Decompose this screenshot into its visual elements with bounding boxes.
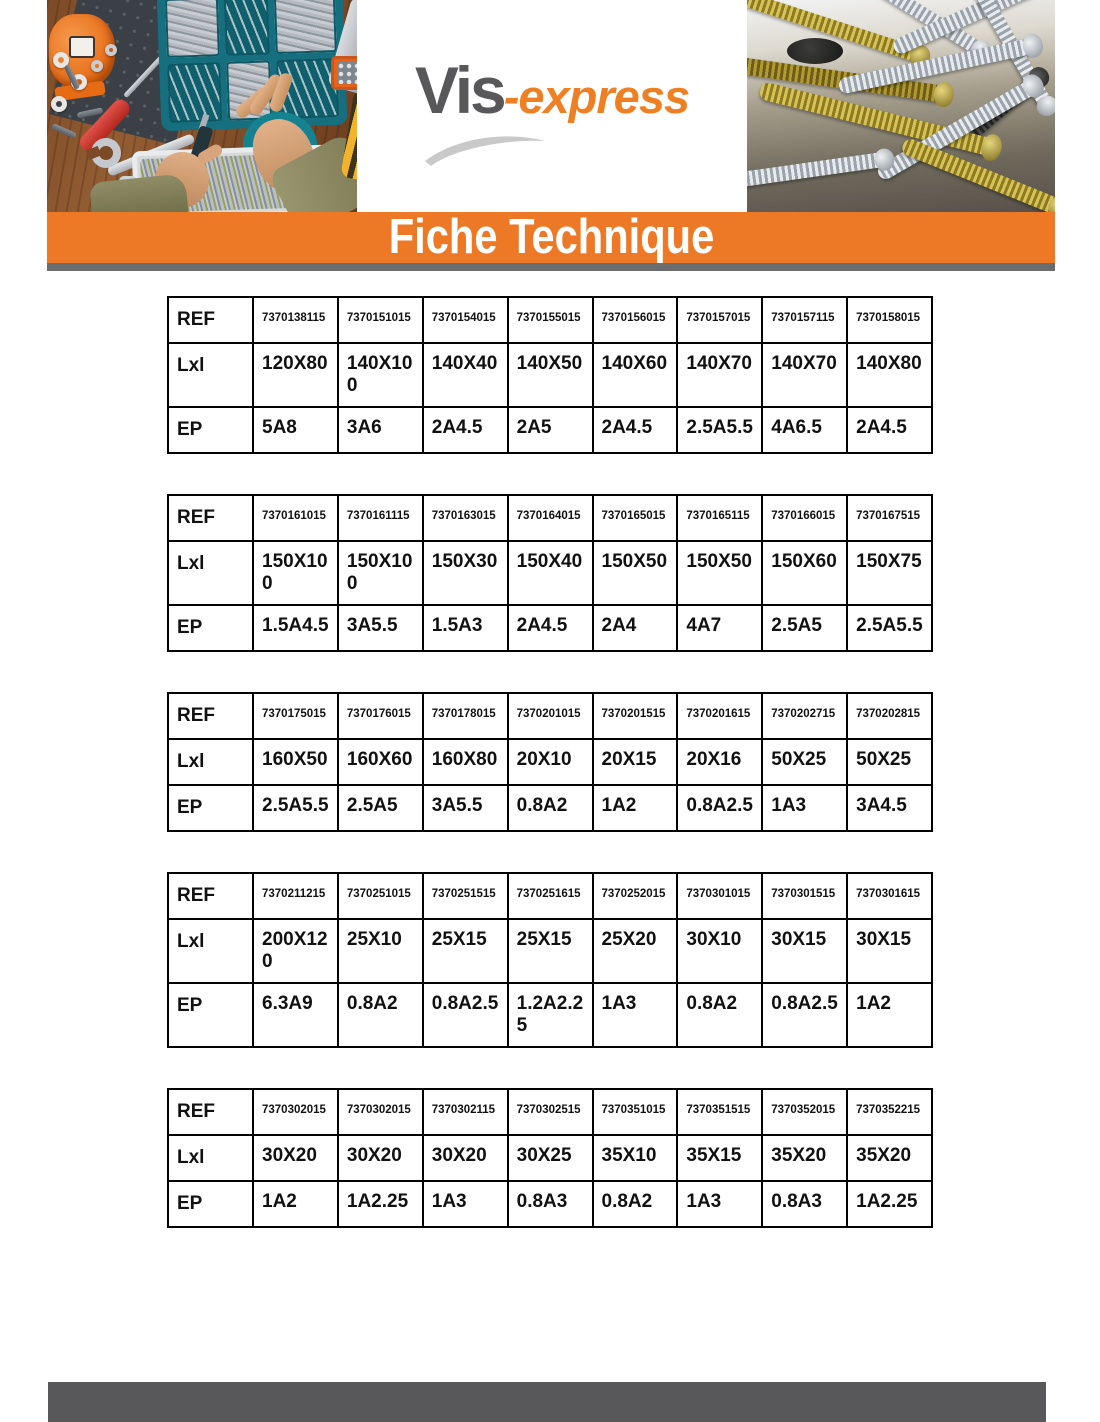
ep-cell: 2.5A5: [338, 785, 423, 831]
ref-cell: 7370157015: [677, 297, 762, 343]
screw-shape: [747, 152, 887, 188]
logo-swoosh: [419, 130, 747, 173]
ep-cell: 3A6: [338, 407, 423, 453]
ref-cell: 7370201515: [593, 693, 678, 739]
row-label-ref: REF: [168, 1089, 253, 1135]
row-label-ep: EP: [168, 605, 253, 651]
ref-cell: 7370302115: [423, 1089, 508, 1135]
ref-row: [168, 693, 932, 739]
lxl-cell: 150X50: [593, 541, 678, 605]
ref-cell: 7370165015: [593, 495, 678, 541]
left-sleeve-shape: [89, 173, 189, 212]
tape-measure-label: [69, 36, 95, 58]
lxl-cell: 150X100: [253, 541, 338, 605]
ep-cell: 1.5A4.5: [253, 605, 338, 651]
organizer-compartment: [224, 0, 270, 56]
ep-cell: 0.8A2: [593, 1181, 678, 1227]
ref-cell: 7370178015: [423, 693, 508, 739]
row-label-lxl: Lxl: [168, 343, 253, 407]
ref-cell: 7370158015: [847, 297, 932, 343]
lxl-cell: 140X70: [677, 343, 762, 407]
ref-cell: 7370202815: [847, 693, 932, 739]
screws-photo: [747, 0, 1055, 212]
ep-row: [168, 785, 932, 831]
lxl-cell: 30X25: [508, 1135, 593, 1181]
ref-cell: 7370161015: [253, 495, 338, 541]
ep-cell: 3A5.5: [338, 605, 423, 651]
lxl-cell: 30X20: [423, 1135, 508, 1181]
lxl-cell: 200X120: [253, 919, 338, 983]
organizer-compartment: [167, 62, 222, 123]
ref-cell: 7370302515: [508, 1089, 593, 1135]
ep-row: [168, 983, 932, 1047]
lxl-cell: 140X100: [338, 343, 423, 407]
ep-cell: 2A4.5: [423, 407, 508, 453]
lxl-cell: 140X70: [762, 343, 847, 407]
ep-cell: 3A4.5: [847, 785, 932, 831]
ep-cell: 1A3: [762, 785, 847, 831]
ref-cell: 7370154015: [423, 297, 508, 343]
ref-cell: 7370302015: [338, 1089, 423, 1135]
washer-shape: [51, 96, 67, 112]
lxl-cell: 150X50: [677, 541, 762, 605]
lxl-cell: 150X30: [423, 541, 508, 605]
lxl-cell: 20X15: [593, 739, 678, 785]
ep-cell: 4A7: [677, 605, 762, 651]
row-label-ep: EP: [168, 1181, 253, 1227]
row-label-ep: EP: [168, 407, 253, 453]
bolt-shape: [51, 123, 77, 139]
ref-cell: 7370352215: [847, 1089, 932, 1135]
ep-row: [168, 1181, 932, 1227]
banner-underline: [47, 263, 1055, 271]
lxl-cell: 150X75: [847, 541, 932, 605]
ref-cell: 7370167515: [847, 495, 932, 541]
ref-cell: 7370202715: [762, 693, 847, 739]
ep-row: [168, 605, 932, 651]
ep-cell: 2.5A5: [762, 605, 847, 651]
workbench-photo: [47, 0, 357, 212]
spec-table-3: [167, 692, 933, 832]
lxl-cell: 35X15: [677, 1135, 762, 1181]
ref-row: [168, 1089, 932, 1135]
ep-cell: 0.8A2.5: [423, 983, 508, 1047]
ep-cell: 1A3: [593, 983, 678, 1047]
bits-box-shape: [331, 56, 357, 90]
lxl-row: [168, 541, 932, 605]
organizer-compartment: [165, 0, 220, 58]
washer-shape: [105, 44, 117, 56]
ep-cell: 0.8A2.5: [677, 785, 762, 831]
lxl-cell: 50X25: [847, 739, 932, 785]
washer-shape: [91, 60, 103, 72]
ref-cell: 7370166015: [762, 495, 847, 541]
ref-cell: 7370301015: [677, 873, 762, 919]
header: [47, 0, 1055, 212]
ref-row: [168, 297, 932, 343]
ep-cell: 0.8A2: [677, 983, 762, 1047]
lxl-cell: 150X40: [508, 541, 593, 605]
lxl-cell: 30X15: [847, 919, 932, 983]
row-label-ref: REF: [168, 693, 253, 739]
ref-cell: 7370252015: [593, 873, 678, 919]
row-label-lxl: Lxl: [168, 1135, 253, 1181]
lxl-cell: 30X15: [762, 919, 847, 983]
row-label-ep: EP: [168, 785, 253, 831]
spec-table-4: [167, 872, 933, 1048]
lxl-row: [168, 1135, 932, 1181]
ep-cell: 2A4.5: [847, 407, 932, 453]
lxl-cell: 20X10: [508, 739, 593, 785]
wrench-hole-shape: [99, 146, 113, 160]
lxl-row: [168, 919, 932, 983]
row-label-ref: REF: [168, 495, 253, 541]
spec-table-2: [167, 494, 933, 652]
row-label-lxl: Lxl: [168, 919, 253, 983]
lxl-row: [168, 343, 932, 407]
ep-cell: 1A2: [847, 983, 932, 1047]
ref-cell: 7370175015: [253, 693, 338, 739]
ref-cell: 7370156015: [593, 297, 678, 343]
ref-cell: 7370157115: [762, 297, 847, 343]
lxl-cell: 35X10: [593, 1135, 678, 1181]
ep-cell: 1A2: [593, 785, 678, 831]
ref-cell: 7370165115: [677, 495, 762, 541]
ep-cell: 1A2: [253, 1181, 338, 1227]
row-label-ref: REF: [168, 873, 253, 919]
ref-cell: 7370138115: [253, 297, 338, 343]
ep-cell: 1.2A2.25: [508, 983, 593, 1047]
lxl-cell: 25X20: [593, 919, 678, 983]
logo-area: [357, 0, 747, 212]
lxl-cell: 20X16: [677, 739, 762, 785]
spec-table-1: [167, 296, 933, 454]
ref-cell: 7370161115: [338, 495, 423, 541]
ep-cell: 3A5.5: [423, 785, 508, 831]
ref-cell: 7370201015: [508, 693, 593, 739]
lxl-cell: 140X50: [508, 343, 593, 407]
ep-cell: 2A5: [508, 407, 593, 453]
ref-cell: 7370301515: [762, 873, 847, 919]
ref-cell: 7370251515: [423, 873, 508, 919]
lxl-cell: 25X15: [508, 919, 593, 983]
lxl-cell: 160X60: [338, 739, 423, 785]
lxl-cell: 25X10: [338, 919, 423, 983]
row-label-ep: EP: [168, 983, 253, 1047]
ref-row: [168, 873, 932, 919]
ep-cell: 2.5A5.5: [253, 785, 338, 831]
row-label-lxl: Lxl: [168, 541, 253, 605]
ep-cell: 4A6.5: [762, 407, 847, 453]
title-banner: [47, 212, 1055, 263]
lxl-cell: 35X20: [847, 1135, 932, 1181]
ep-row: [168, 407, 932, 453]
lxl-cell: 50X25: [762, 739, 847, 785]
ep-cell: 0.8A2.5: [762, 983, 847, 1047]
spec-tables: [167, 296, 935, 1268]
ref-cell: 7370151015: [338, 297, 423, 343]
logo-text-express: -express: [503, 70, 690, 123]
ref-cell: 7370251615: [508, 873, 593, 919]
ep-cell: 0.8A3: [508, 1181, 593, 1227]
ep-cell: 0.8A2: [508, 785, 593, 831]
ref-cell: 7370201615: [677, 693, 762, 739]
logo-text-vis: Vis: [414, 53, 504, 127]
ep-cell: 2A4: [593, 605, 678, 651]
ep-cell: 5A8: [253, 407, 338, 453]
ep-cell: 1A3: [677, 1181, 762, 1227]
ep-cell: 0.8A2: [338, 983, 423, 1047]
ep-cell: 6.3A9: [253, 983, 338, 1047]
lxl-cell: 120X80: [253, 343, 338, 407]
ref-cell: 7370352015: [762, 1089, 847, 1135]
lxl-cell: 30X20: [338, 1135, 423, 1181]
ep-cell: 2A4.5: [508, 605, 593, 651]
row-label-lxl: Lxl: [168, 739, 253, 785]
lxl-cell: 30X10: [677, 919, 762, 983]
lxl-cell: 150X100: [338, 541, 423, 605]
ref-cell: 7370163015: [423, 495, 508, 541]
ep-cell: 2.5A5.5: [847, 605, 932, 651]
lxl-cell: 140X40: [423, 343, 508, 407]
ref-cell: 7370211215: [253, 873, 338, 919]
footer-bar: [48, 1382, 1046, 1422]
ep-cell: 1A2.25: [847, 1181, 932, 1227]
anchor-plug-shape: [787, 38, 843, 64]
organizer-compartment: [273, 0, 336, 54]
lxl-cell: 25X15: [423, 919, 508, 983]
ref-cell: 7370155015: [508, 297, 593, 343]
spec-table-5: [167, 1088, 933, 1228]
ref-cell: 7370302015: [253, 1089, 338, 1135]
ref-cell: 7370176015: [338, 693, 423, 739]
lxl-cell: 140X60: [593, 343, 678, 407]
lxl-cell: 150X60: [762, 541, 847, 605]
page-title: Fiche Technique: [388, 212, 714, 263]
row-label-ref: REF: [168, 297, 253, 343]
ref-row: [168, 495, 932, 541]
lxl-cell: 35X20: [762, 1135, 847, 1181]
lxl-cell: 30X20: [253, 1135, 338, 1181]
ref-cell: 7370251015: [338, 873, 423, 919]
ep-cell: 0.8A3: [762, 1181, 847, 1227]
ref-cell: 7370351015: [593, 1089, 678, 1135]
ep-cell: 1A2.25: [338, 1181, 423, 1227]
ep-cell: 1.5A3: [423, 605, 508, 651]
ep-cell: 1A3: [423, 1181, 508, 1227]
lxl-row: [168, 739, 932, 785]
ep-cell: 2A4.5: [593, 407, 678, 453]
lxl-cell: 140X80: [847, 343, 932, 407]
brand-logo: [357, 52, 747, 173]
ep-cell: 2.5A5.5: [677, 407, 762, 453]
ref-cell: 7370164015: [508, 495, 593, 541]
ref-cell: 7370301615: [847, 873, 932, 919]
lxl-cell: 160X80: [423, 739, 508, 785]
lxl-cell: 160X50: [253, 739, 338, 785]
ref-cell: 7370351515: [677, 1089, 762, 1135]
